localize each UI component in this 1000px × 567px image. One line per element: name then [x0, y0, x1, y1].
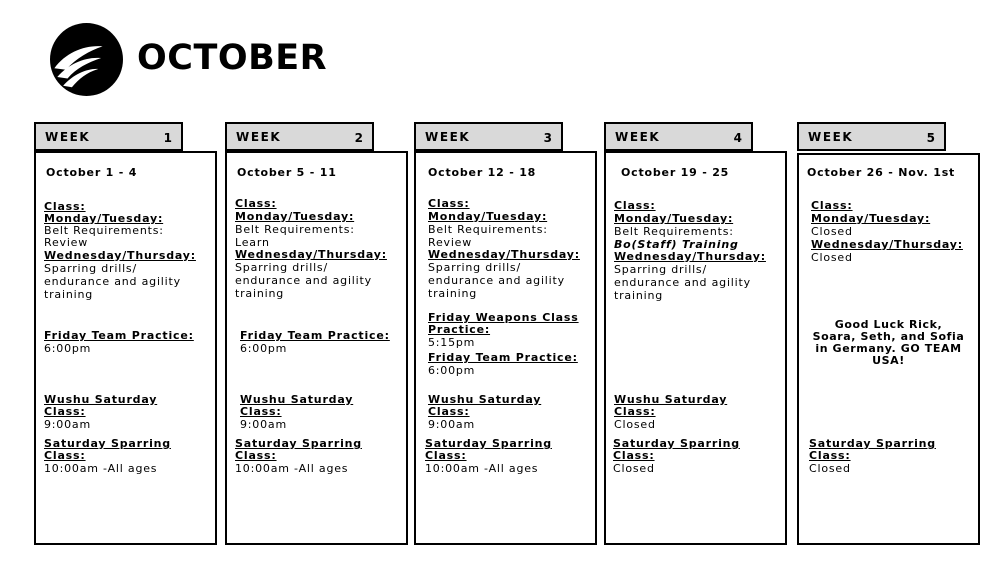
class-heading: Class: — [235, 197, 277, 210]
week-2-card — [225, 151, 408, 545]
sparring-time: Closed — [613, 462, 655, 475]
wed-thu-line: endurance and agility — [428, 274, 565, 287]
wed-thu-line: training — [44, 288, 94, 301]
mon-tue-heading: Monday/Tuesday: — [428, 210, 548, 223]
week-label: WEEK — [615, 130, 661, 144]
week-4-card — [604, 151, 787, 545]
wed-thu-line: Sparring drills/ — [614, 263, 707, 276]
sparring-heading: Saturday Sparring — [235, 437, 362, 450]
class-heading: Class: — [614, 199, 656, 212]
sparring-heading: Class: — [809, 449, 851, 462]
wed-thu-line: Sparring drills/ — [428, 261, 521, 274]
week-3-card — [414, 151, 597, 545]
class-heading: Class: — [811, 199, 853, 212]
date-range: October 19 - 25 — [621, 166, 730, 179]
weapons-heading: Practice: — [428, 323, 491, 336]
friday-practice-time: 6:00pm — [428, 364, 476, 377]
wushu-time: Closed — [614, 418, 656, 431]
mon-tue-line: Bo(Staff) Training — [614, 238, 739, 251]
week-1-tab — [34, 122, 183, 151]
wed-thu-heading: Wednesday/Thursday: — [811, 238, 963, 251]
date-range: October 5 - 11 — [237, 166, 337, 179]
friday-practice-heading: Friday Team Practice: — [428, 351, 578, 364]
class-heading: Class: — [428, 197, 470, 210]
wushu-time: 9:00am — [240, 418, 287, 431]
date-range: October 12 - 18 — [428, 166, 537, 179]
wed-thu-line: training — [235, 287, 285, 300]
wushu-time: 9:00am — [44, 418, 91, 431]
date-range: October 1 - 4 — [46, 166, 138, 179]
class-heading: Class: — [44, 200, 86, 213]
friday-practice-heading: Friday Team Practice: — [44, 329, 194, 342]
wed-thu-heading: Wednesday/Thursday: — [235, 248, 387, 261]
page-title: OCTOBER — [137, 38, 328, 78]
mon-tue-line: Belt Requirements: — [235, 223, 355, 236]
sparring-heading: Saturday Sparring — [809, 437, 936, 450]
wushu-heading: Wushu Saturday — [428, 393, 542, 406]
week-number: 4 — [733, 131, 742, 145]
week-label: WEEK — [808, 130, 854, 144]
friday-practice-heading: Friday Team Practice: — [240, 329, 390, 342]
wed-thu-heading: Wednesday/Thursday: — [614, 250, 766, 263]
good-luck-note: Soara, Seth, and Sofia — [812, 330, 965, 343]
week-number: 3 — [543, 131, 552, 145]
week-label: WEEK — [236, 130, 282, 144]
week-label: WEEK — [425, 130, 471, 144]
week-number: 5 — [926, 131, 935, 145]
week-2-tab — [225, 122, 374, 151]
mon-tue-line: Closed — [811, 225, 853, 238]
good-luck-note: in Germany. GO TEAM — [815, 342, 962, 355]
sparring-heading: Class: — [425, 449, 467, 462]
week-5-tab — [797, 122, 946, 151]
mon-tue-heading: Monday/Tuesday: — [811, 212, 931, 225]
friday-practice-time: 6:00pm — [240, 342, 288, 355]
sparring-heading: Saturday Sparring — [613, 437, 740, 450]
week-1-card — [34, 151, 217, 545]
wushu-time: 9:00am — [428, 418, 475, 431]
mon-tue-line: Learn — [235, 236, 270, 249]
friday-practice-time: 6:00pm — [44, 342, 92, 355]
mon-tue-line: Review — [428, 236, 473, 249]
wed-thu-line: Closed — [811, 251, 853, 264]
sparring-time: Closed — [809, 462, 851, 475]
good-luck-note: USA! — [872, 354, 905, 367]
mon-tue-heading: Monday/Tuesday: — [44, 212, 164, 225]
wed-thu-line: training — [614, 289, 664, 302]
weapons-heading: Friday Weapons Class — [428, 311, 579, 324]
mon-tue-line: Belt Requirements: — [428, 223, 548, 236]
sparring-time: 10:00am -All ages — [425, 462, 539, 475]
wed-thu-line: endurance and agility — [44, 275, 181, 288]
sparring-heading: Class: — [613, 449, 655, 462]
wed-thu-line: endurance and agility — [235, 274, 372, 287]
mon-tue-line: Review — [44, 236, 89, 249]
good-luck-note: Good Luck Rick, — [834, 318, 943, 331]
wushu-heading: Class: — [614, 405, 656, 418]
logo-icon — [50, 23, 123, 96]
mon-tue-heading: Monday/Tuesday: — [235, 210, 355, 223]
week-label: WEEK — [45, 130, 91, 144]
weapons-time: 5:15pm — [428, 336, 476, 349]
week-3-tab — [414, 122, 563, 151]
sparring-heading: Class: — [44, 449, 86, 462]
wushu-heading: Wushu Saturday — [614, 393, 728, 406]
mon-tue-line: Belt Requirements: — [44, 224, 164, 237]
wed-thu-line: Sparring drills/ — [44, 262, 137, 275]
week-5-card — [797, 153, 980, 545]
wed-thu-line: endurance and agility — [614, 276, 751, 289]
mon-tue-line: Belt Requirements: — [614, 225, 734, 238]
week-number: 2 — [354, 131, 363, 145]
mon-tue-heading: Monday/Tuesday: — [614, 212, 734, 225]
wushu-heading: Class: — [428, 405, 470, 418]
sparring-time: 10:00am -All ages — [235, 462, 349, 475]
week-4-tab — [604, 122, 753, 151]
sparring-time: 10:00am -All ages — [44, 462, 158, 475]
sparring-heading: Class: — [235, 449, 277, 462]
wushu-heading: Class: — [44, 405, 86, 418]
wushu-heading: Wushu Saturday — [44, 393, 158, 406]
wushu-heading: Class: — [240, 405, 282, 418]
sparring-heading: Saturday Sparring — [44, 437, 171, 450]
wed-thu-line: training — [428, 287, 478, 300]
date-range: October 26 - Nov. 1st — [807, 166, 956, 179]
wushu-heading: Wushu Saturday — [240, 393, 354, 406]
sparring-heading: Saturday Sparring — [425, 437, 552, 450]
wed-thu-heading: Wednesday/Thursday: — [44, 249, 196, 262]
wed-thu-line: Sparring drills/ — [235, 261, 328, 274]
week-number: 1 — [163, 131, 172, 145]
wed-thu-heading: Wednesday/Thursday: — [428, 248, 580, 261]
